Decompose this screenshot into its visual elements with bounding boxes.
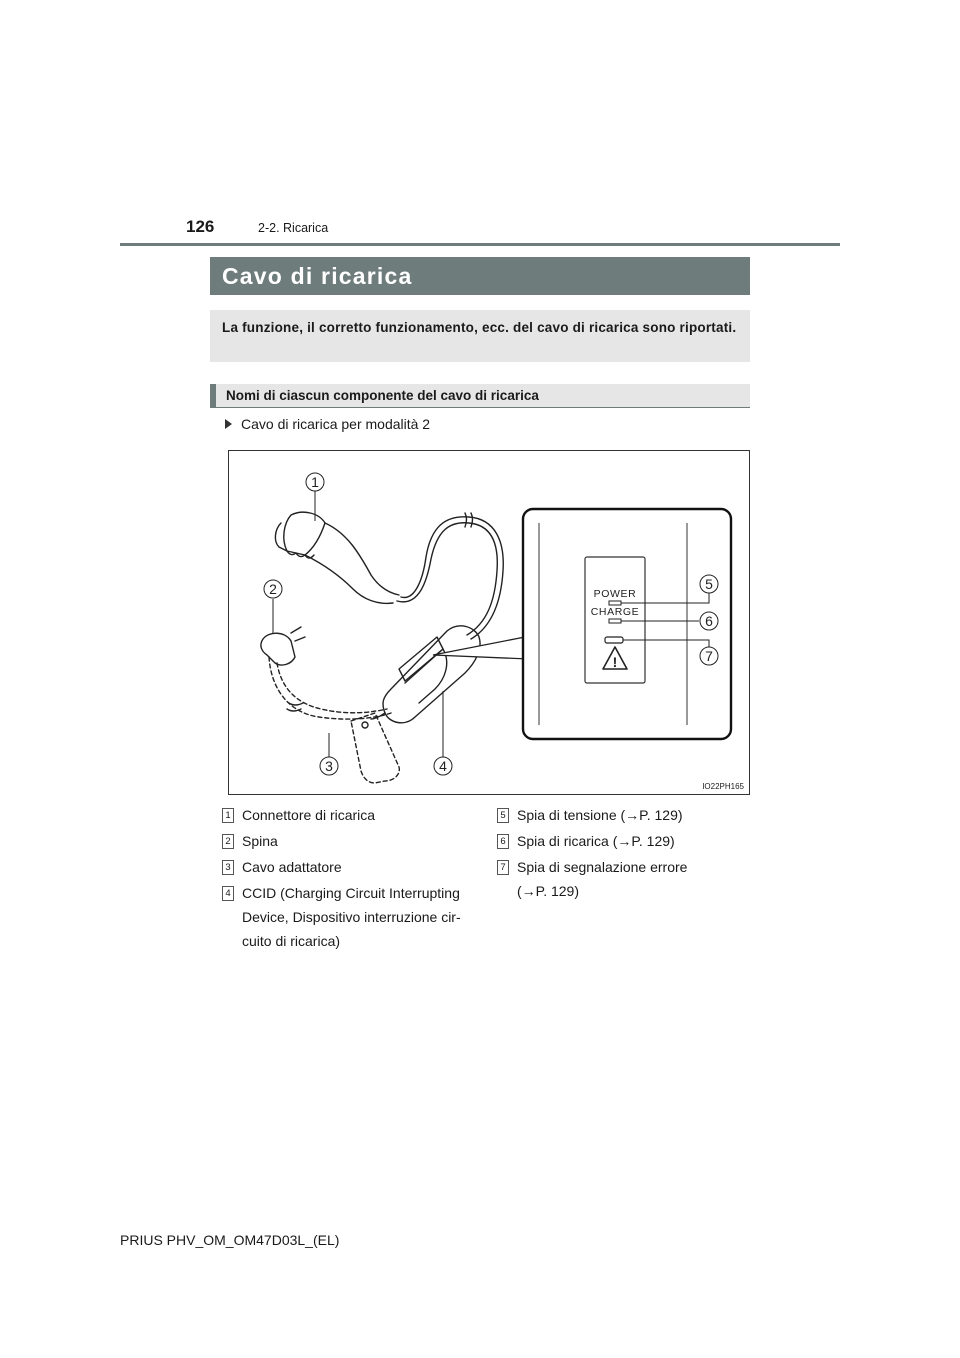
- cable-tag: [351, 713, 399, 783]
- callout-3: 3: [325, 758, 333, 774]
- callout-7: 7: [705, 648, 713, 664]
- legend-text-4-line-2: Device, Dispositivo interruzione cir-: [242, 909, 461, 925]
- panel-power-label: POWER: [593, 588, 637, 600]
- main-cable-outline: [401, 517, 503, 639]
- mode-label: [225, 416, 430, 432]
- footer-document-id: PRIUS PHV_OM_OM47D03L_(EL): [120, 1232, 340, 1248]
- error-lamp: [605, 637, 623, 643]
- legend-number-6: 6: [497, 834, 509, 849]
- plug-prongs: [291, 627, 305, 641]
- legend-text-7-line-2: (→P. 129): [517, 883, 579, 899]
- panel-charge-label: CHARGE: [590, 606, 640, 618]
- figure-code: IO22PH165: [702, 782, 744, 791]
- triangle-bullet-icon: [225, 419, 232, 429]
- intro-box: La funzione, il corretto funzionamento, ecc. del cavo di ricarica sono riportati.: [210, 310, 750, 362]
- callout-2: 2: [269, 581, 277, 597]
- legend-text-3: Cavo adattatore: [242, 859, 342, 875]
- legend-text-6: Spia di ricarica (→P. 129): [517, 833, 675, 849]
- legend-text-4-line-1: CCID (Charging Circuit Interrupting: [242, 885, 460, 901]
- title-bar: [210, 257, 750, 295]
- main-cable: [397, 523, 497, 635]
- inset-pointer: [433, 637, 529, 659]
- tag-hole: [362, 722, 368, 728]
- subheading: Nomi di ciascun componente del cavo di ricarica: [210, 384, 750, 408]
- ccid-box: [383, 626, 480, 723]
- legend-text-7-line-1: Spia di segnalazione errore: [517, 859, 688, 875]
- page-title: Cavo di ricarica: [222, 262, 413, 289]
- legend-text-2: Spina: [242, 833, 278, 849]
- legend-text-1: Connettore di ricarica: [242, 807, 376, 823]
- callout-4: 4: [439, 758, 447, 774]
- legend-number-7: 7: [497, 860, 509, 875]
- plug-head: [261, 633, 295, 665]
- power-lamp: [609, 601, 621, 605]
- legend-number-1: 1: [222, 808, 234, 823]
- warning-mark: !: [612, 654, 618, 670]
- legend-number-2: 2: [222, 834, 234, 849]
- connector-handle: [325, 523, 399, 595]
- cable-break-mark: [465, 513, 473, 527]
- page-number: 126: [186, 217, 215, 236]
- callout-5: 5: [705, 576, 713, 592]
- mode-label-text: Cavo di ricarica per modalità 2: [241, 416, 431, 432]
- callout-1: 1: [311, 474, 319, 490]
- legend-number-3: 3: [222, 860, 234, 875]
- legend-number-4: 4: [222, 886, 234, 901]
- charge-lamp: [609, 619, 621, 623]
- section-reference: 2-2. Ricarica: [258, 221, 329, 235]
- legend-text-4-line-3: cuito di ricarica): [242, 933, 341, 949]
- connector-body: [284, 512, 325, 555]
- legend-number-5: 5: [497, 808, 509, 823]
- callout-6: 6: [705, 613, 713, 629]
- illustration-svg: [229, 451, 751, 796]
- connector-handle-underside: [305, 555, 393, 603]
- header-rule: [120, 243, 840, 246]
- charging-cable-illustration: [228, 450, 750, 795]
- legend-text-5: Spia di tensione (→P. 129): [517, 807, 683, 823]
